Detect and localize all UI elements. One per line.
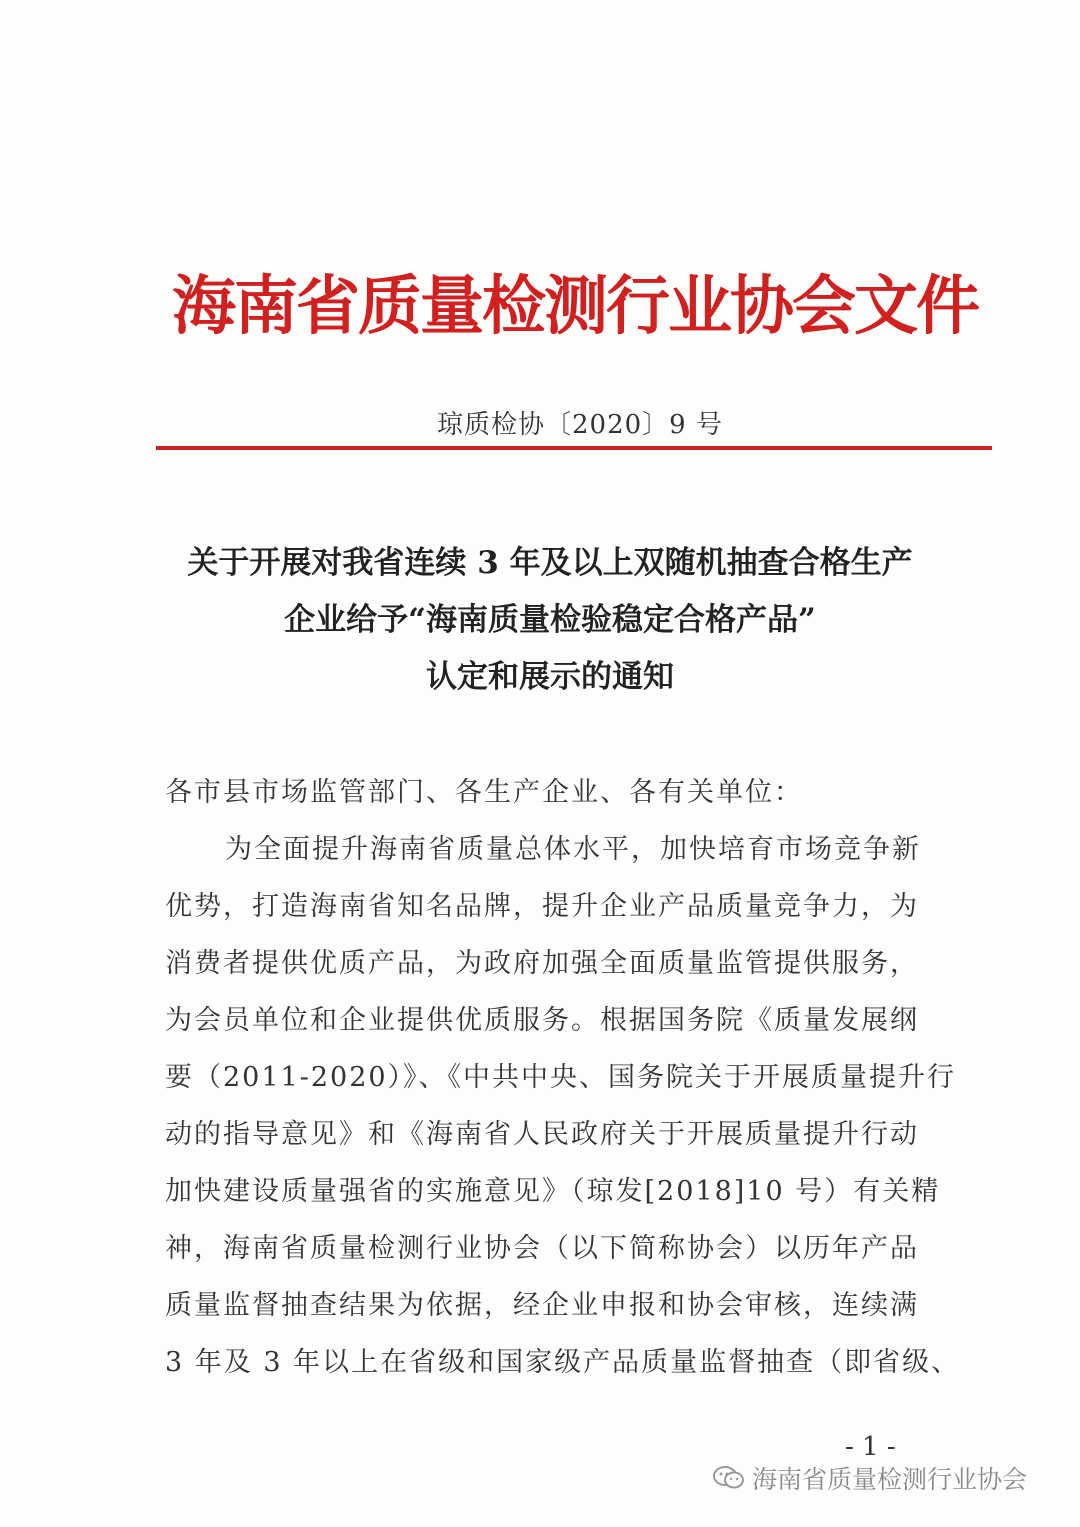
paragraph-line: 为全面提升海南省质量总体水平，加快培育市场竞争新 — [225, 834, 921, 865]
salutation-line: 各市县市场监管部门、各生产企业、各有关单位： — [165, 777, 803, 808]
page-number: - 1 - — [845, 1432, 896, 1462]
wechat-icon — [712, 1465, 746, 1491]
paragraph-line: 为会员单位和企业提供优质服务。根据国务院《质量发展纲 — [165, 1005, 919, 1036]
notice-title-line: 认定和展示的通知 — [426, 659, 674, 695]
red-divider — [156, 446, 992, 450]
paragraph-line: 要（2011-2020）》、《中共中央、国务院关于开展质量提升行 — [165, 1062, 957, 1093]
paragraph-line: 消费者提供优质产品，为政府加强全面质量监管提供服务， — [165, 948, 919, 979]
paragraph-line: 加快建设质量强省的实施意见》（琼发[2018]10 号）有关精 — [165, 1176, 941, 1207]
paragraph-line: 3 年及 3 年以上在省级和国家级产品质量监督抽查（即省级、 — [165, 1347, 961, 1378]
document-number: 琼质检协〔2020〕9 号 — [437, 410, 723, 440]
paragraph-line: 动的指导意见》和《海南省人民政府关于开展质量提升行动 — [165, 1119, 919, 1150]
paragraph-line: 优势，打造海南省知名品牌，提升企业产品质量竞争力，为 — [165, 891, 919, 922]
notice-title-line: 企业给予“海南质量检验稳定合格产品” — [284, 602, 816, 638]
org-title: 海南省质量检测行业协会文件 — [172, 270, 978, 344]
notice-title-line: 关于开展对我省连续 3 年及以上双随机抽查合格生产 — [187, 545, 913, 581]
paragraph-line: 神，海南省质量检测行业协会（以下简称协会）以历年产品 — [165, 1233, 919, 1264]
watermark-text: 海南省质量检测行业协会 — [752, 1465, 1028, 1494]
notice-title — [150, 535, 950, 706]
paragraph-line: 质量监督抽查结果为依据，经企业申报和协会审核，连续满 — [165, 1290, 919, 1321]
watermark — [712, 1460, 1027, 1496]
